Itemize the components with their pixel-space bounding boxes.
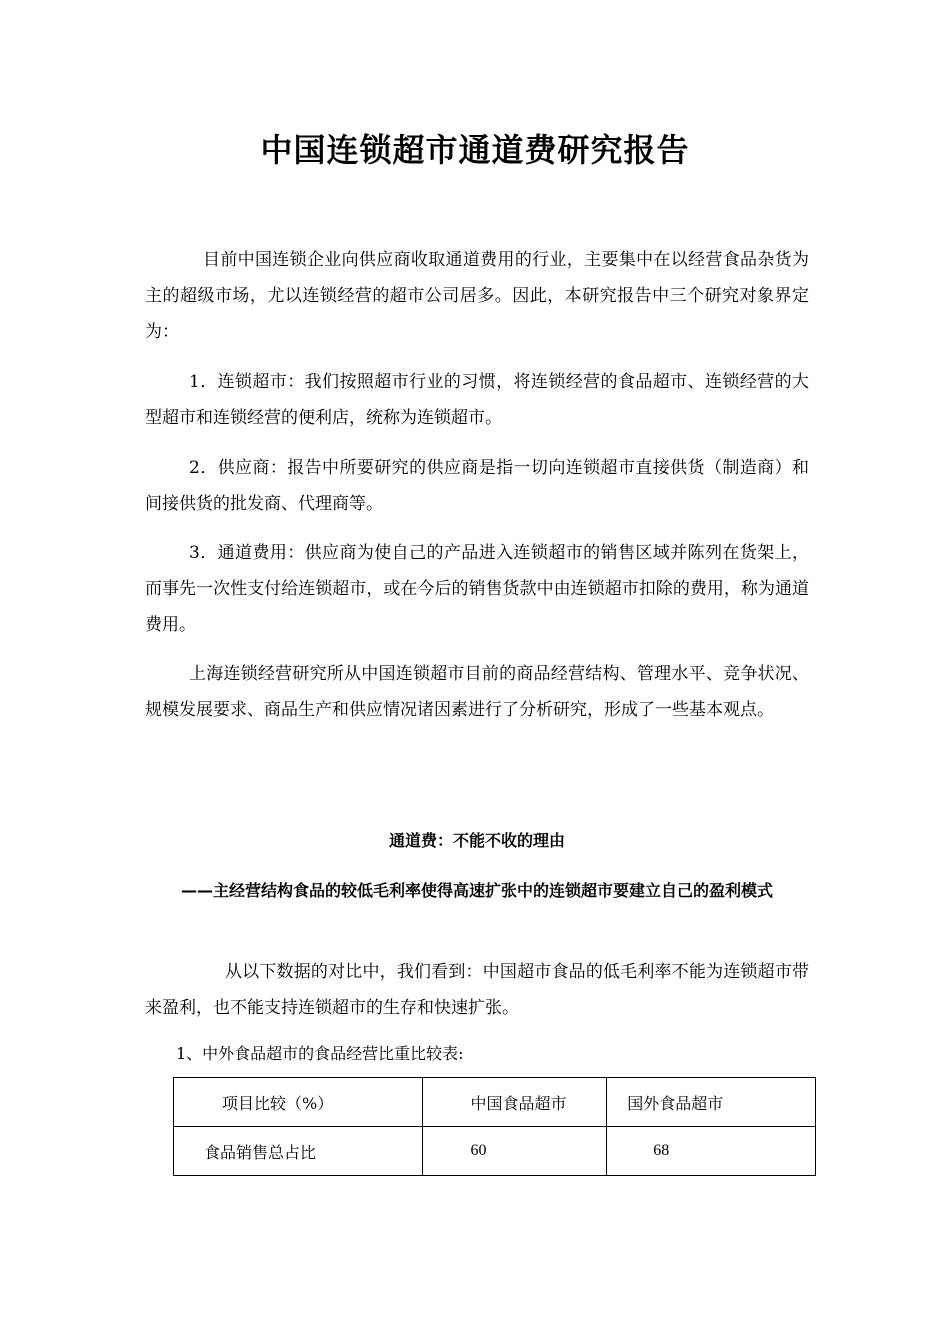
- table-header-cell: 国外食品超市: [607, 1078, 816, 1127]
- research-summary-paragraph: 上海连锁经营研究所从中国连锁超市目前的商品经营结构、管理水平、竞争状况、规模发展要求、商品生产和供应情况诸因素进行了分析研究，形成了一些基本观点。: [145, 664, 809, 720]
- document-title: 中国连锁超市通道费研究报告: [260, 131, 690, 169]
- table-cell: 60: [422, 1127, 607, 1176]
- table-cell: 食品销售总占比: [174, 1127, 423, 1176]
- section-heading: 通道费：不能不收的理由: [388, 831, 565, 850]
- table-cell: 68: [607, 1127, 816, 1176]
- table-header-cell: 中国食品超市: [422, 1078, 607, 1127]
- table-row: [174, 1127, 816, 1176]
- section-subheading: ——主经营结构食品的较低毛利率使得高速扩张中的连锁超市要建立自己的盈利模式: [180, 881, 773, 900]
- table-header-row: [174, 1078, 816, 1127]
- table-header-cell: 项目比较（%）: [174, 1078, 423, 1127]
- definition-chain-supermarket: 1．连锁超市：我们按照超市行业的习惯，将连锁经营的食品超市、连锁经营的大型超市和连锁经营的便利店，统称为连锁超市。: [145, 372, 809, 428]
- section-intro-paragraph: 从以下数据的对比中，我们看到：中国超市食品的低毛利率不能为连锁超市带来盈利，也不能支持连锁超市的生存和快速扩张。: [145, 962, 809, 1018]
- table-caption: 1、中外食品超市的食品经营比重比较表:: [176, 1044, 464, 1063]
- intro-paragraph: 目前中国连锁企业向供应商收取通道费用的行业，主要集中在以经营食品杂货为主的超级市场，尤以连锁经营的超市公司居多。因此，本研究报告中三个研究对象界定为：: [145, 250, 809, 342]
- comparison-table: [173, 1077, 816, 1176]
- definition-channel-fee: 3．通道费用：供应商为使自己的产品进入连锁超市的销售区域并陈列在货架上，而事先一次性支付给连锁超市，或在今后的销售货款中由连锁超市扣除的费用，称为通道费用。: [145, 543, 809, 635]
- definition-supplier: 2．供应商：报告中所要研究的供应商是指一切向连锁超市直接供货（制造商）和间接供货的批发商、代理商等。: [145, 458, 809, 514]
